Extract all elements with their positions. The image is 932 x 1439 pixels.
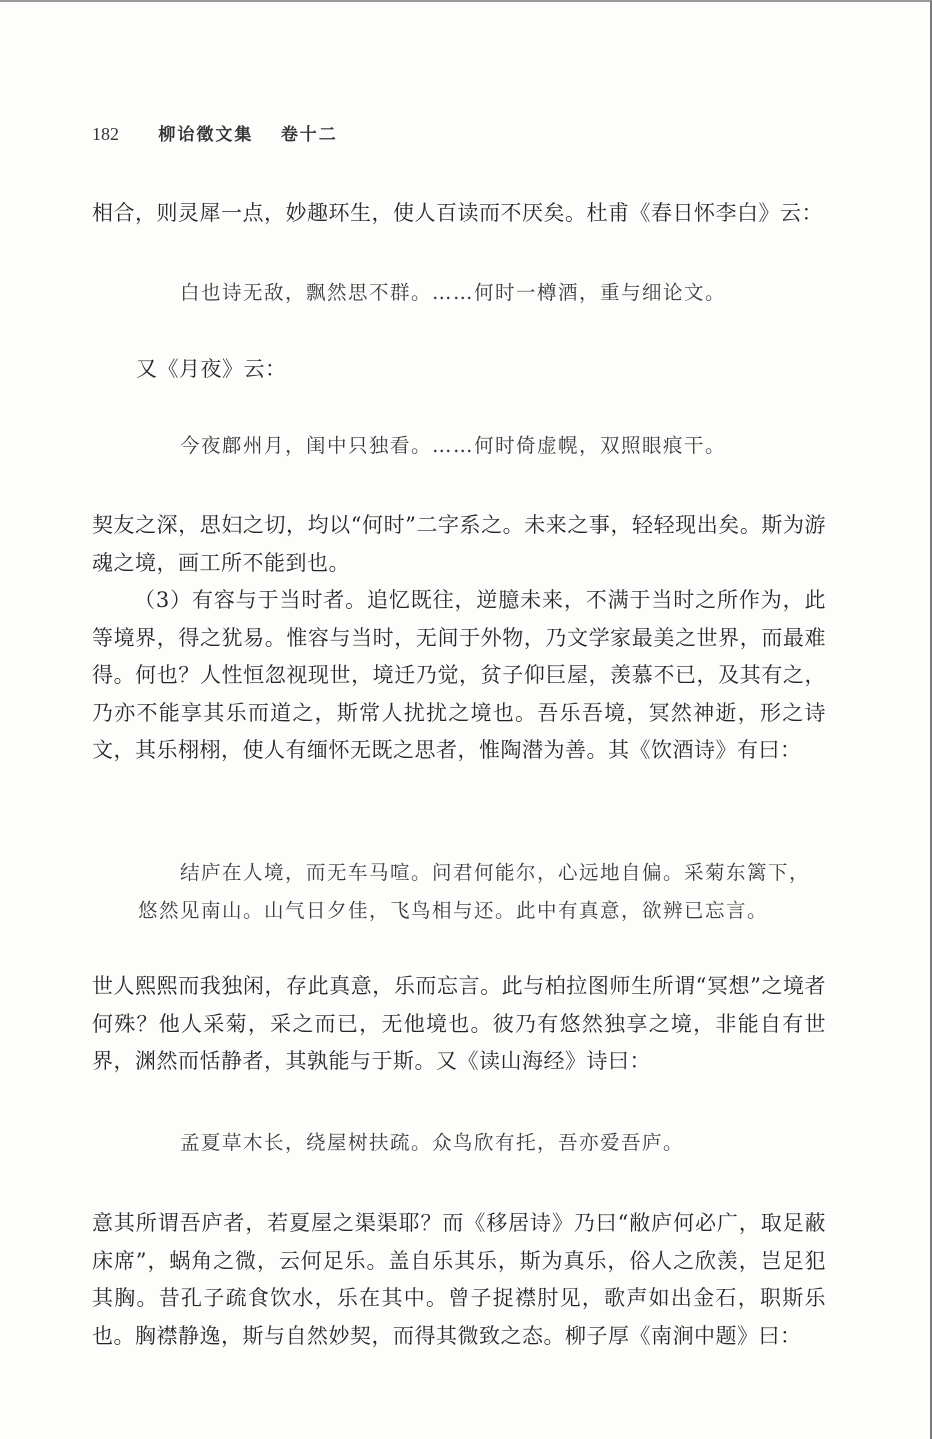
paragraph-5: 世人熙熙而我独闲，存此真意，乐而忘言。此与柏拉图师生所谓“冥想”之境者何殊？他人采菊，采之而已，无他境也。彼乃有悠然独享之境，非能自有世界，渊然而恬静者，其孰能与于斯。又《读山海经》诗曰： bbox=[92, 974, 826, 1073]
quote-chunri-huai-libai: 白也诗无敌，飘然思不群。……何时一樽酒，重与细论文。 bbox=[180, 281, 727, 304]
running-header bbox=[92, 120, 338, 145]
paragraph-2: 又《月夜》云： bbox=[136, 357, 287, 381]
quote-yueye: 今夜鄜州月，闺中只独看。……何时倚虚幌，双照眼痕干。 bbox=[180, 434, 727, 457]
quote-yinjiu-shi: 结庐在人境，而无车马喧。问君何能尔，心远地自偏。采菊东篱下，悠然见南山。山气日夕佳，飞鸟相与还。此中有真意，欲辨已忘言。 bbox=[138, 861, 811, 922]
quote-du-shanhaijing: 孟夏草木长，绕屋树扶疏。众鸟欣有托，吾亦爱吾庐。 bbox=[180, 1131, 685, 1154]
paragraph-1: 相合，则灵犀一点，妙趣环生，使人百读而不厌矣。杜甫《春日怀李白》云： bbox=[92, 201, 823, 225]
paragraph-4: （3）有容与于当时者。追忆既往，逆臆未来，不满于当时之所作为，此等境界，得之犹易。惟容与当时，无间于外物，乃文学家最美之世界，而最难得。何也？人性恒忽视现世，境迁乃觉，贫子仰巨屋，羡慕不已，及其有之，乃亦不能享其乐而道之，斯常人扰扰之境也。吾乐吾境，冥然神逝，形之诗文，其乐栩栩，使人有缅怀无既之思者，惟陶潜为善。其《饮酒诗》有曰： bbox=[92, 588, 826, 762]
paragraph-6: 意其所谓吾庐者，若夏屋之渠渠耶？而《移居诗》乃曰“敝庐何必广，取足蔽床席”，蜗角之微，云何足乐。盖自乐其乐，斯为真乐，俗人之欣羡，岂足犯其胸。昔孔子疏食饮水，乐在其中。曾子捉襟肘见，歌声如出金石，职斯乐也。胸襟静逸，斯与自然妙契，而得其微致之态。柳子厚《南涧中题》曰： bbox=[92, 1211, 826, 1348]
volume-label: 卷十二 bbox=[280, 125, 338, 145]
paragraph-3: 契友之深，思妇之切，均以“何时”二字系之。未来之事，轻轻现出矣。斯为游魂之境，画工所不能到也。 bbox=[92, 513, 826, 575]
page-number: 182 bbox=[92, 124, 119, 144]
book-title: 柳诒徵文集 bbox=[158, 125, 254, 145]
